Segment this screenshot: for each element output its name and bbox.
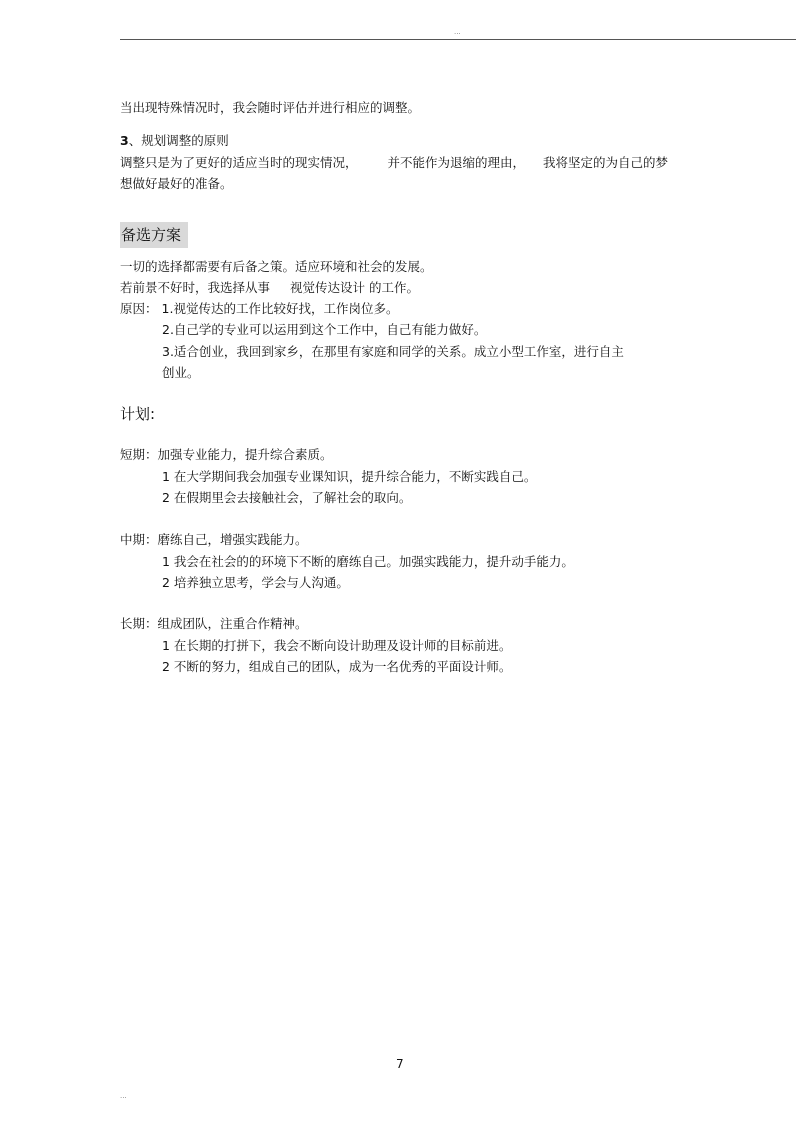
text-line: 当出现特殊情况时，我会随时评估并进行相应的调整。 — [120, 100, 421, 115]
backup-text-b: 视觉传达设计 的工作。 — [290, 280, 419, 295]
principle-paragraph-line-1 — [120, 155, 668, 171]
backup-line-2 — [120, 280, 419, 296]
principle-paragraph-line-2: 想做好最好的准备。 — [120, 176, 233, 191]
short-term-goal-text: 加强专业能力，提升综合素质。 — [157, 447, 333, 462]
plan-heading: 计划: — [120, 405, 156, 423]
long-term-item-1: 1 在长期的打拼下，我会不断向设计助理及设计师的目标前进。 — [162, 638, 512, 653]
principle-text-b: 并不能作为退缩的理由， — [387, 155, 526, 170]
backup-text-a: 若前景不好时，我选择从事 — [120, 280, 271, 295]
long-term-goal — [120, 616, 308, 632]
mid-term-item-1: 1 我会在社会的的环境下不断的磨练自己。加强实践能力，提升动手能力。 — [162, 554, 574, 569]
reason-2: 2.自己学的专业可以运用到这个工作中，自己有能力做好。 — [162, 322, 487, 337]
reason-3-continued: 创业。 — [162, 365, 200, 380]
short-term-goal — [120, 447, 333, 463]
long-term-label: 长期： — [120, 616, 158, 631]
principle-text-a: 调整只是为了更好的适应当时的现实情况， — [120, 155, 358, 170]
long-term-item-2: 2 不断的努力，组成自己的团队，成为一名优秀的平面设计师。 — [162, 659, 512, 674]
principle-number: 3 — [120, 133, 129, 148]
mid-term-goal-text: 磨练自己，增强实践能力。 — [157, 532, 308, 547]
principle-heading — [120, 133, 229, 149]
page-number: 7 — [396, 1057, 404, 1071]
header-rule — [120, 39, 796, 40]
header-mark: ... — [454, 28, 461, 36]
mid-term-goal — [120, 532, 308, 548]
mid-term-item-2: 2 培养独立思考，学会与人沟通。 — [162, 575, 349, 590]
short-term-label: 短期： — [120, 447, 158, 462]
reason-1: 1.视觉传达的工作比较好找，工作岗位多。 — [161, 301, 399, 316]
long-term-goal-text: 组成团队，注重合作精神。 — [157, 616, 308, 631]
principle-text-c: 我将坚定的为自己的梦 — [543, 155, 669, 170]
short-term-item-1: 1 在大学期间我会加强专业课知识，提升综合能力，不断实践自己。 — [162, 469, 537, 484]
backup-section-title: 备选方案 — [120, 222, 188, 248]
short-term-item-2: 2 在假期里会去接触社会，了解社会的取向。 — [162, 490, 412, 505]
mid-term-label: 中期： — [120, 532, 158, 547]
footer-mark: ... — [120, 1092, 127, 1100]
reason-3: 3.适合创业，我回到家乡，在那里有家庭和同学的关系。成立小型工作室，进行自主 — [162, 344, 624, 359]
reason-label: 原因： — [120, 301, 158, 316]
backup-line-1: 一切的选择都需要有后备之策。适应环境和社会的发展。 — [120, 259, 433, 274]
reason-line-1 — [120, 301, 398, 317]
principle-title: 、规划调整的原则 — [128, 133, 229, 148]
